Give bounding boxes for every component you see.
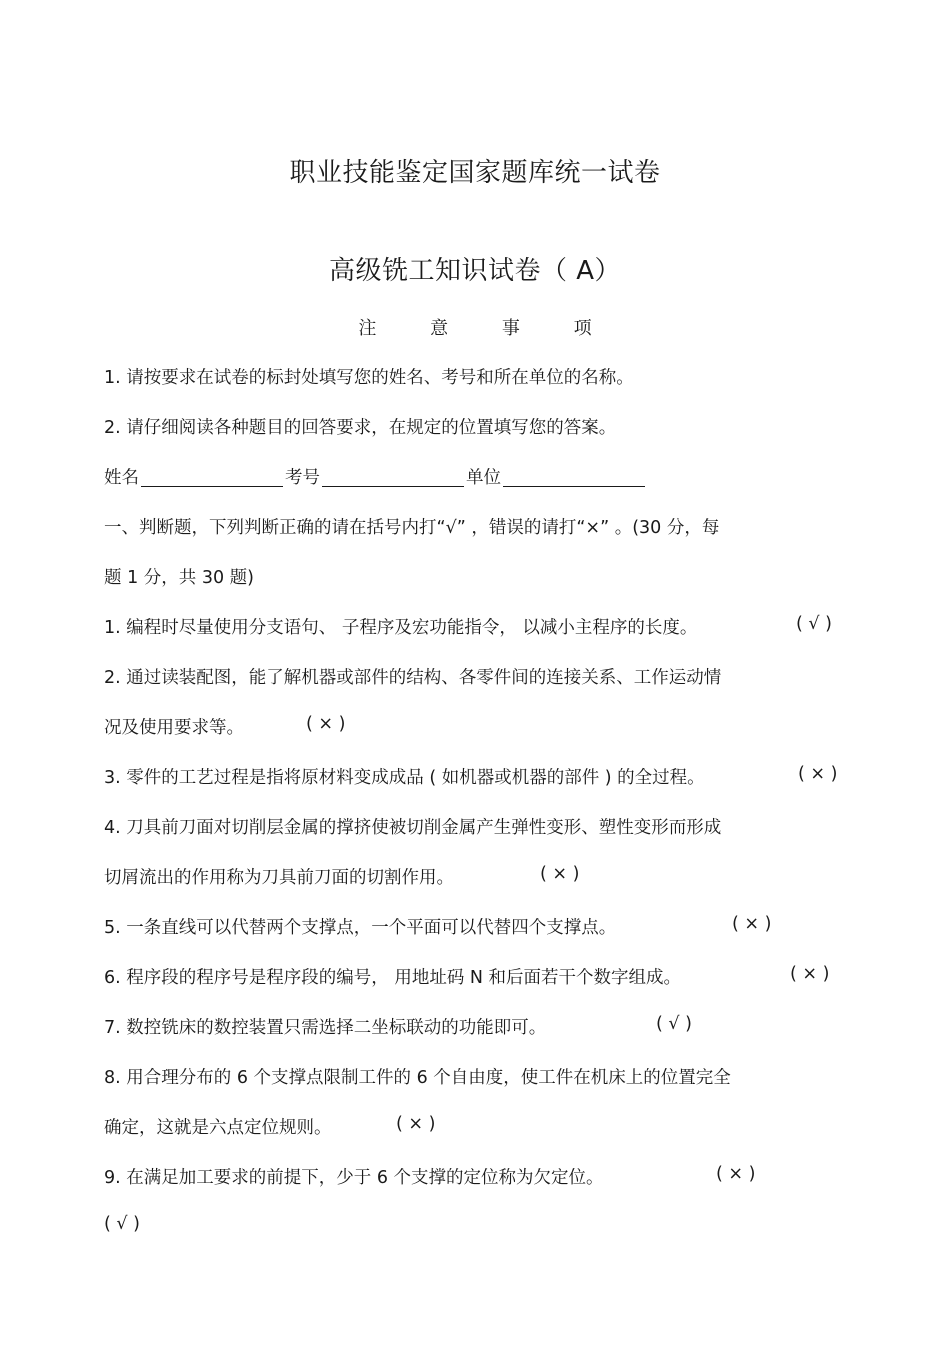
question-1-answer: ( √ ) [796,614,832,634]
section-1-heading-cont: 题 1 分，共 30 题) [104,568,254,588]
unit-label: 单位 [466,468,501,488]
question-6-text: 6. 程序段的程序号是程序段的编号， 用地址码 N 和后面若干个数字组成。 [104,968,682,988]
unit-blank [503,468,645,487]
name-blank [141,468,283,487]
exam-subtitle: 高级铣工知识试卷（ A） [328,256,622,286]
question-9-answer: ( × ) [716,1164,756,1184]
instruction-2: 2. 请仔细阅读各种题目的回答要求，在规定的位置填写您的答案。 [104,418,617,438]
notice-char: 事 [501,318,520,339]
number-blank [322,468,464,487]
notice-char: 项 [573,318,592,339]
notice-char: 意 [430,318,449,339]
exam-header-title: 职业技能鉴定国家题库统一试卷 [289,158,661,188]
question-7-text: 7. 数控铣床的数控装置只需选择二坐标联动的功能即可。 [104,1018,547,1038]
notice-char: 注 [358,318,377,339]
question-9-text: 9. 在满足加工要求的前提下，少于 6 个支撑的定位称为欠定位。 [104,1168,604,1188]
question-4-text: 4. 刀具前刀面对切削层金属的撑挤使被切削金属产生弹性变形、塑性变形而形成 [104,818,722,838]
question-8-text: 8. 用合理分布的 6 个支撑点限制工件的 6 个自由度，使工件在机床上的位置完全 [104,1068,731,1088]
question-5-answer: ( × ) [732,914,772,934]
question-4-text-cont: 切屑流出的作用称为刀具前刀面的切割作用。 [104,868,454,888]
question-2-text: 2. 通过读装配图，能了解机器或部件的结构、各零件间的连接关系、工作运动情 [104,668,722,688]
candidate-info-fields [104,464,647,489]
trailing-answer-mark: ( √ ) [104,1214,140,1234]
question-8-answer: ( × ) [396,1114,436,1134]
number-label: 考号 [285,468,320,488]
question-2-answer: ( × ) [306,714,346,734]
question-4-answer: ( × ) [540,864,580,884]
notice-heading [0,314,950,340]
question-8-text-cont: 确定，这就是六点定位规则。 [104,1118,332,1138]
section-1-heading: 一、判断题，下列判断正确的请在括号内打“√” ，错误的请打“×” 。(30 分，每 [104,518,720,538]
instruction-1: 1. 请按要求在试卷的标封处填写您的姓名、考号和所在单位的名称。 [104,368,634,388]
question-2-text-cont: 况及使用要求等。 [104,718,244,738]
question-3-text: 3. 零件的工艺过程是指将原材料变成成品 ( 如机器或机器的部件 ) 的全过程。 [104,768,705,788]
question-3-answer: ( × ) [798,764,838,784]
question-1-text: 1. 编程时尽量使用分支语句、 子程序及宏功能指令， 以减小主程序的长度。 [104,618,698,638]
question-5-text: 5. 一条直线可以代替两个支撑点，一个平面可以代替四个支撑点。 [104,918,617,938]
question-6-answer: ( × ) [790,964,830,984]
question-7-answer: ( √ ) [656,1014,692,1034]
name-label: 姓名 [104,468,139,488]
